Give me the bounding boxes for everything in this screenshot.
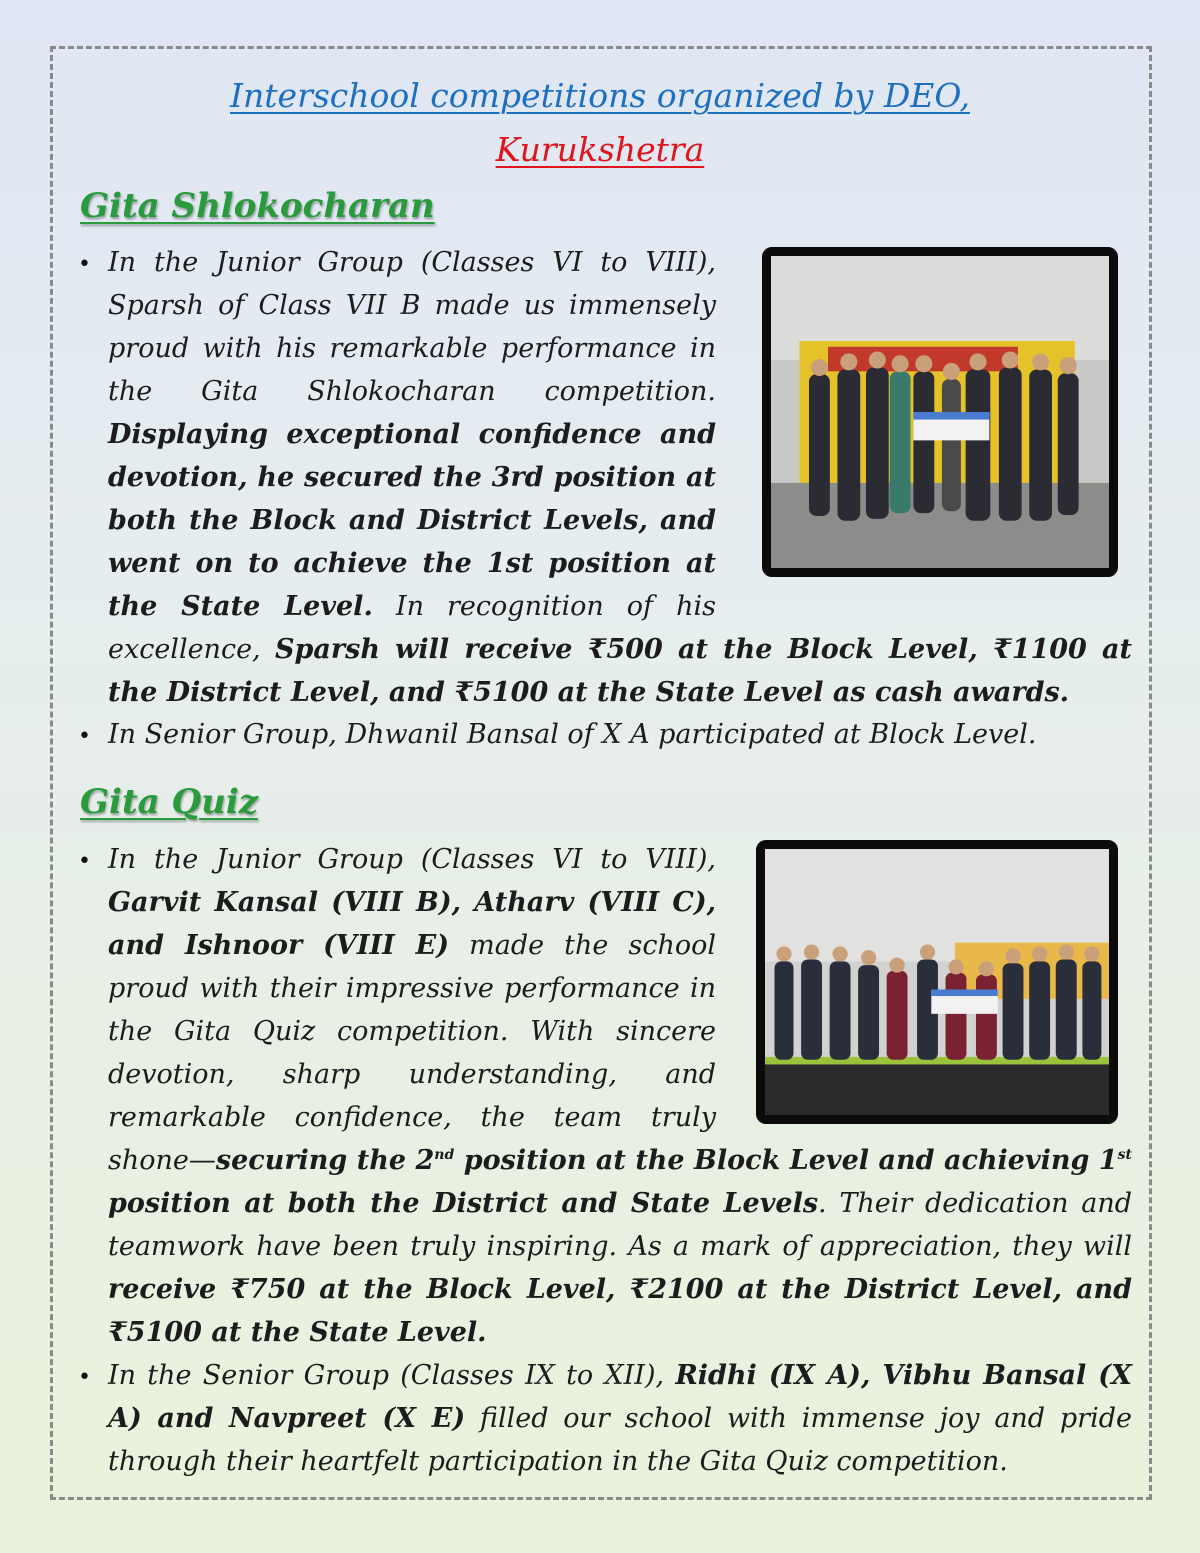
shlokocharan-junior-paragraph: In the Junior Group (Classes VI to VIII), Sparsh of Class VII B made us immensely proud with his remarkable performance in the Gita Shlokocharan competition. Displaying exceptional confidence and devotion, he secured the 3rd position at both the Block and District Levels, and went on to achieve the 1st position at the State Level. In recognition of his excellence, Sparsh will receive ₹500 at the Block Level, ₹1100 at the District Level, and ₹5100 at the State Level as cash awards. [108,241,1132,714]
bullet-icon: • [78,252,91,277]
shlokocharan-senior-paragraph: In Senior Group, Dhwanil Bansal of X A participated at Block Level. [108,719,1037,750]
section-heading-gita-shlokocharan: Gita Shlokocharan [80,186,435,226]
quiz-junior-paragraph: In the Junior Group (Classes VI to VIII), Garvit Kansal (VIII B), Atharv (VIII C), and Ishnoor (VIII E) made the school proud with their impressive performance in the Gita Quiz competition. With sincere devotion, sharp understanding, and remarkable confidence, the team truly shone—securing the 2nd position at the Block Level and achieving 1st position at both the District and State Levels. Their dedication and teamwork have been truly inspiring. As a mark of appreciation, they will receive ₹750 at the Block Level, ₹2100 at the District Level, and ₹5100 at the State Level. [108,838,1132,1354]
bullet-icon: • [78,849,91,874]
photo-spacer [740,838,1132,1138]
bullet-icon: • [78,724,91,749]
page-title-line2: Kurukshetra [495,130,705,169]
page-title-line1: Interschool competitions organized by DEO, [230,76,970,115]
quiz-senior-paragraph: In the Senior Group (Classes IX to XII), Ridhi (IX A), Vibhu Bansal (X A) and Navpreet (X E) filled our school with immense joy and pride through their heartfelt participation in the Gita Quiz competition. [108,1360,1132,1477]
bullet-icon: • [78,1365,91,1390]
section-heading-gita-quiz: Gita Quiz [80,782,259,822]
photo-spacer [740,241,1132,586]
